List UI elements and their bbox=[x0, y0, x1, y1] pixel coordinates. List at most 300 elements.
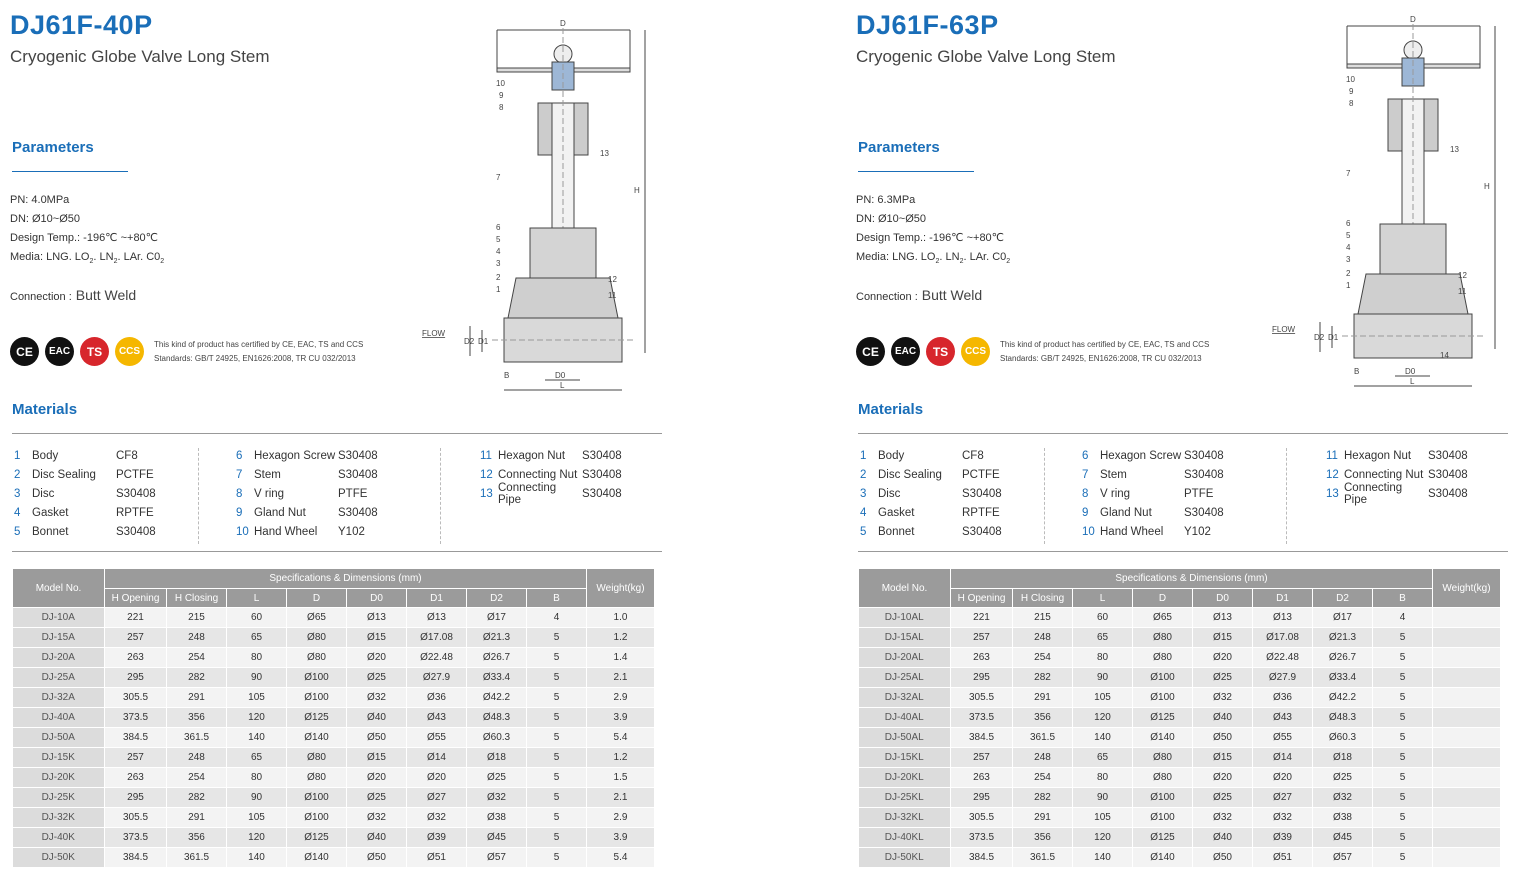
part-13-label: 13 bbox=[1450, 145, 1459, 154]
part-9-label: 9 bbox=[1349, 87, 1354, 96]
model-cell: DJ-20KL bbox=[859, 768, 951, 788]
table-cell: 80 bbox=[227, 768, 287, 788]
table-cell: Ø60.3 bbox=[1313, 728, 1373, 748]
table-cell: 305.5 bbox=[951, 808, 1013, 828]
model-cell: DJ-40A bbox=[13, 708, 105, 728]
table-cell: Ø32 bbox=[407, 808, 467, 828]
table-cell: Ø36 bbox=[1253, 688, 1313, 708]
material-value: S30408 bbox=[582, 468, 622, 481]
table-cell bbox=[1433, 688, 1501, 708]
material-part: Gland Nut bbox=[254, 506, 306, 519]
material-number: 4 bbox=[860, 506, 867, 519]
table-cell: Ø42.2 bbox=[467, 688, 527, 708]
table-cell: Ø80 bbox=[1133, 628, 1193, 648]
table-cell: 5 bbox=[1373, 688, 1433, 708]
table-cell: 65 bbox=[1073, 748, 1133, 768]
part-8-label: 8 bbox=[499, 103, 504, 112]
table-cell: 361.5 bbox=[1013, 728, 1073, 748]
table-cell: 5 bbox=[527, 788, 587, 808]
table-row bbox=[859, 668, 1501, 688]
table-cell: 373.5 bbox=[951, 828, 1013, 848]
dim-d-label: D bbox=[1410, 15, 1416, 24]
table-cell: Ø125 bbox=[1133, 828, 1193, 848]
material-row bbox=[14, 522, 186, 541]
table-row bbox=[13, 808, 655, 828]
table-cell: Ø20 bbox=[347, 768, 407, 788]
material-number: 8 bbox=[236, 487, 243, 500]
table-cell: 254 bbox=[167, 648, 227, 668]
part-11-label: 11 bbox=[608, 291, 617, 300]
table-cell: Ø22.48 bbox=[407, 648, 467, 668]
model-cell: DJ-32AL bbox=[859, 688, 951, 708]
table-cell: 90 bbox=[227, 668, 287, 688]
material-number: 6 bbox=[236, 449, 243, 462]
model-cell: DJ-10A bbox=[13, 608, 105, 628]
model-subtitle: Cryogenic Globe Valve Long Stem bbox=[856, 47, 1116, 66]
table-cell: 282 bbox=[167, 668, 227, 688]
part-3-label: 3 bbox=[496, 259, 501, 268]
table-cell: 5 bbox=[527, 628, 587, 648]
table-cell: Ø100 bbox=[1133, 688, 1193, 708]
table-cell: Ø26.7 bbox=[1313, 648, 1373, 668]
weight-header: Weight(kg) bbox=[1433, 569, 1501, 608]
table-cell: Ø40 bbox=[1193, 708, 1253, 728]
table-cell: Ø48.3 bbox=[467, 708, 527, 728]
table-cell: 373.5 bbox=[105, 708, 167, 728]
model-cell: DJ-32K bbox=[13, 808, 105, 828]
part-8-label: 8 bbox=[1349, 99, 1354, 108]
param-pn: PN: 4.0MPa bbox=[10, 194, 70, 206]
table-cell: Ø100 bbox=[1133, 808, 1193, 828]
materials-col-1 bbox=[14, 446, 186, 541]
table-cell: Ø13 bbox=[1253, 608, 1313, 628]
material-row bbox=[860, 522, 1032, 541]
model-title: DJ61F-40P bbox=[10, 10, 153, 40]
table-cell: Ø51 bbox=[407, 848, 467, 868]
material-row bbox=[236, 446, 408, 465]
material-value: S30408 bbox=[1184, 506, 1224, 519]
table-cell: 120 bbox=[227, 828, 287, 848]
table-cell: 5 bbox=[1373, 628, 1433, 648]
table-cell: 5 bbox=[1373, 788, 1433, 808]
table-cell bbox=[1433, 728, 1501, 748]
table-cell: Ø57 bbox=[1313, 848, 1373, 868]
table-cell: Ø17 bbox=[1313, 608, 1373, 628]
model-cell: DJ-20A bbox=[13, 648, 105, 668]
materials-col-1 bbox=[860, 446, 1032, 541]
materials-divider bbox=[1044, 448, 1045, 544]
table-cell: 5 bbox=[527, 808, 587, 828]
material-row bbox=[1082, 503, 1254, 522]
material-row bbox=[236, 503, 408, 522]
material-row bbox=[860, 465, 1032, 484]
dim-d1-label: D1 bbox=[478, 337, 489, 346]
spec-header: Specifications & Dimensions (mm) bbox=[105, 569, 587, 589]
table-cell: Ø25 bbox=[347, 788, 407, 808]
cert-line-1: This kind of product has certified by CE, EAC, TS and CCS bbox=[1000, 339, 1210, 349]
table-cell: 263 bbox=[951, 648, 1013, 668]
table-row bbox=[13, 708, 655, 728]
table-cell: Ø27 bbox=[1253, 788, 1313, 808]
material-number: 2 bbox=[860, 468, 867, 481]
table-cell: 1.0 bbox=[587, 608, 655, 628]
table-cell: Ø100 bbox=[287, 788, 347, 808]
table-cell: 361.5 bbox=[167, 848, 227, 868]
material-row bbox=[1326, 481, 1498, 506]
table-cell bbox=[1433, 648, 1501, 668]
material-part: Gasket bbox=[32, 506, 69, 519]
table-cell: 5 bbox=[527, 708, 587, 728]
table-cell: Ø17.08 bbox=[1253, 628, 1313, 648]
table-cell: 221 bbox=[105, 608, 167, 628]
part-2-label: 2 bbox=[496, 273, 501, 282]
table-cell: Ø15 bbox=[1193, 628, 1253, 648]
table-row bbox=[13, 728, 655, 748]
table-cell: 384.5 bbox=[951, 728, 1013, 748]
table-cell: 373.5 bbox=[105, 828, 167, 848]
material-number: 2 bbox=[14, 468, 21, 481]
table-cell bbox=[1433, 608, 1501, 628]
table-cell: 254 bbox=[1013, 768, 1073, 788]
part-4-label: 4 bbox=[496, 247, 501, 256]
ce-mark-icon: CE bbox=[856, 337, 885, 366]
table-cell: Ø32 bbox=[1313, 788, 1373, 808]
param-temp: Design Temp.: -196℃ ~+80℃ bbox=[10, 232, 159, 244]
part-6-label: 6 bbox=[496, 223, 501, 232]
material-value: S30408 bbox=[116, 487, 156, 500]
model-cell: DJ-40KL bbox=[859, 828, 951, 848]
dim-d2-label: D2 bbox=[464, 337, 475, 346]
table-cell: 140 bbox=[1073, 728, 1133, 748]
model-cell: DJ-32A bbox=[13, 688, 105, 708]
table-cell: Ø18 bbox=[467, 748, 527, 768]
table-cell: Ø27.9 bbox=[1253, 668, 1313, 688]
model-cell: DJ-25KL bbox=[859, 788, 951, 808]
material-part: Disc bbox=[878, 487, 901, 500]
connection-label: Connection : bbox=[856, 291, 918, 303]
material-value: PCTFE bbox=[962, 468, 1000, 481]
model-cell: DJ-10AL bbox=[859, 608, 951, 628]
materials-bottom-rule bbox=[12, 551, 662, 552]
table-cell: 5 bbox=[1373, 648, 1433, 668]
table-cell: 356 bbox=[1013, 708, 1073, 728]
part-14-label: 14 bbox=[1440, 351, 1449, 360]
material-part: Connecting Nut bbox=[498, 468, 578, 481]
table-cell: Ø17.08 bbox=[407, 628, 467, 648]
dim-d2-label: D2 bbox=[1314, 333, 1325, 342]
materials-bottom-rule bbox=[858, 551, 1508, 552]
model-cell: DJ-40AL bbox=[859, 708, 951, 728]
table-cell: Ø140 bbox=[1133, 848, 1193, 868]
cert-line-2: Standards: GB/T 24925, EN1626:2008, TR CU 032/2013 bbox=[1000, 353, 1202, 363]
table-cell: Ø43 bbox=[407, 708, 467, 728]
connection bbox=[10, 287, 136, 303]
material-value: PTFE bbox=[338, 487, 368, 500]
table-cell: 215 bbox=[1013, 608, 1073, 628]
model-cell: DJ-15AL bbox=[859, 628, 951, 648]
material-number: 11 bbox=[480, 449, 492, 462]
table-cell: Ø125 bbox=[1133, 708, 1193, 728]
model-cell: DJ-25A bbox=[13, 668, 105, 688]
table-row bbox=[859, 748, 1501, 768]
spec-column-header: H Opening bbox=[105, 589, 167, 608]
spec-column-header: L bbox=[227, 589, 287, 608]
table-cell: 5 bbox=[527, 768, 587, 788]
table-cell: Ø22.48 bbox=[1253, 648, 1313, 668]
table-cell: Ø45 bbox=[1313, 828, 1373, 848]
material-part: Stem bbox=[254, 468, 281, 481]
flow-label: FLOW bbox=[422, 329, 446, 338]
material-number: 11 bbox=[1326, 449, 1338, 462]
table-cell: Ø36 bbox=[407, 688, 467, 708]
table-cell: Ø125 bbox=[287, 828, 347, 848]
table-cell: Ø32 bbox=[1193, 688, 1253, 708]
material-row bbox=[1082, 465, 1254, 484]
table-cell: Ø43 bbox=[1253, 708, 1313, 728]
table-cell bbox=[1433, 668, 1501, 688]
spec-table bbox=[12, 568, 655, 868]
table-cell: Ø20 bbox=[1193, 768, 1253, 788]
table-cell: Ø21.3 bbox=[1313, 628, 1373, 648]
table-cell: 2.9 bbox=[587, 688, 655, 708]
spec-column-header: D bbox=[287, 589, 347, 608]
table-cell: 1.4 bbox=[587, 648, 655, 668]
table-row bbox=[13, 608, 655, 628]
table-cell bbox=[1433, 768, 1501, 788]
spec-column-header: D1 bbox=[1253, 589, 1313, 608]
material-part: Hand Wheel bbox=[1100, 525, 1164, 538]
materials-divider bbox=[1286, 448, 1287, 544]
table-cell: Ø33.4 bbox=[1313, 668, 1373, 688]
materials-divider bbox=[440, 448, 441, 544]
material-row bbox=[14, 484, 186, 503]
table-cell: Ø14 bbox=[1253, 748, 1313, 768]
table-cell: 120 bbox=[1073, 708, 1133, 728]
model-cell: DJ-50AL bbox=[859, 728, 951, 748]
part-1-label: 1 bbox=[1346, 281, 1351, 290]
table-cell: 105 bbox=[1073, 808, 1133, 828]
table-cell: 140 bbox=[1073, 848, 1133, 868]
table-cell: 248 bbox=[1013, 628, 1073, 648]
material-value: S30408 bbox=[1428, 468, 1468, 481]
table-cell: Ø100 bbox=[287, 688, 347, 708]
table-cell: Ø39 bbox=[1253, 828, 1313, 848]
spec-column-header: L bbox=[1073, 589, 1133, 608]
table-cell: 254 bbox=[1013, 648, 1073, 668]
material-row bbox=[860, 446, 1032, 465]
table-cell: Ø80 bbox=[287, 768, 347, 788]
materials-col-2 bbox=[1082, 446, 1254, 541]
table-cell: 248 bbox=[167, 628, 227, 648]
spec-table bbox=[858, 568, 1501, 868]
table-cell: 257 bbox=[105, 748, 167, 768]
table-cell: 295 bbox=[951, 668, 1013, 688]
materials-col-3 bbox=[1326, 446, 1498, 506]
table-cell: Ø42.2 bbox=[1313, 688, 1373, 708]
materials-col-2 bbox=[236, 446, 408, 541]
table-cell: Ø25 bbox=[347, 668, 407, 688]
material-number: 9 bbox=[1082, 506, 1089, 519]
material-value: CF8 bbox=[962, 449, 984, 462]
model-cell: DJ-25K bbox=[13, 788, 105, 808]
model-title: DJ61F-63P bbox=[856, 10, 999, 40]
model-no-header: Model No. bbox=[859, 569, 951, 608]
material-value: RPTFE bbox=[116, 506, 154, 519]
material-part: Hexagon Nut bbox=[1344, 449, 1412, 462]
dim-b-label: B bbox=[504, 371, 510, 380]
table-cell: 291 bbox=[1013, 688, 1073, 708]
table-cell: 248 bbox=[167, 748, 227, 768]
table-cell: 5 bbox=[527, 688, 587, 708]
material-value: S30408 bbox=[1428, 487, 1468, 500]
table-cell: 5 bbox=[1373, 828, 1433, 848]
material-value: S30408 bbox=[582, 487, 622, 500]
table-cell: Ø26.7 bbox=[467, 648, 527, 668]
material-value: S30408 bbox=[962, 487, 1002, 500]
table-cell: Ø32 bbox=[467, 788, 527, 808]
table-cell: 105 bbox=[1073, 688, 1133, 708]
material-row bbox=[1082, 522, 1254, 541]
material-value: PCTFE bbox=[116, 468, 154, 481]
table-cell: Ø50 bbox=[1193, 728, 1253, 748]
table-cell: Ø20 bbox=[407, 768, 467, 788]
table-cell: Ø40 bbox=[347, 828, 407, 848]
table-cell: Ø13 bbox=[1193, 608, 1253, 628]
table-cell: Ø18 bbox=[1313, 748, 1373, 768]
table-cell: Ø13 bbox=[347, 608, 407, 628]
table-cell: 60 bbox=[227, 608, 287, 628]
table-cell: 384.5 bbox=[105, 728, 167, 748]
model-cell: DJ-20AL bbox=[859, 648, 951, 668]
table-cell: Ø80 bbox=[1133, 768, 1193, 788]
table-cell: 1.2 bbox=[587, 748, 655, 768]
part-1-label: 1 bbox=[496, 285, 501, 294]
dim-l-label: L bbox=[1410, 377, 1415, 386]
table-row bbox=[13, 788, 655, 808]
table-cell: Ø80 bbox=[287, 648, 347, 668]
table-cell: Ø40 bbox=[347, 708, 407, 728]
table-cell: 5 bbox=[1373, 808, 1433, 828]
material-number: 1 bbox=[14, 449, 21, 462]
table-cell: 90 bbox=[1073, 668, 1133, 688]
dim-d0-label: D0 bbox=[555, 371, 566, 380]
table-cell: 248 bbox=[1013, 748, 1073, 768]
table-cell: Ø100 bbox=[287, 668, 347, 688]
table-cell: 3.9 bbox=[587, 828, 655, 848]
table-cell: Ø48.3 bbox=[1313, 708, 1373, 728]
table-cell: 257 bbox=[951, 748, 1013, 768]
table-cell: Ø100 bbox=[1133, 668, 1193, 688]
material-number: 9 bbox=[236, 506, 243, 519]
table-cell: 65 bbox=[227, 628, 287, 648]
table-cell: Ø20 bbox=[347, 648, 407, 668]
table-cell: 257 bbox=[951, 628, 1013, 648]
model-cell: DJ-50K bbox=[13, 848, 105, 868]
table-cell: 90 bbox=[227, 788, 287, 808]
material-value: Y102 bbox=[338, 525, 365, 538]
material-row bbox=[14, 446, 186, 465]
table-cell: Ø38 bbox=[1313, 808, 1373, 828]
material-number: 3 bbox=[860, 487, 867, 500]
part-5-label: 5 bbox=[1346, 231, 1351, 240]
table-cell: 5 bbox=[1373, 668, 1433, 688]
material-number: 8 bbox=[1082, 487, 1089, 500]
model-subtitle: Cryogenic Globe Valve Long Stem bbox=[10, 47, 270, 66]
table-cell: Ø27 bbox=[407, 788, 467, 808]
table-row bbox=[859, 768, 1501, 788]
table-cell: 257 bbox=[105, 628, 167, 648]
table-cell: Ø32 bbox=[1253, 808, 1313, 828]
table-row bbox=[13, 848, 655, 868]
table-cell: Ø15 bbox=[1193, 748, 1253, 768]
material-row bbox=[1326, 446, 1498, 465]
table-cell: 356 bbox=[1013, 828, 1073, 848]
panel-dj61f-63p bbox=[846, 0, 1517, 883]
table-cell: 215 bbox=[167, 608, 227, 628]
material-part: V ring bbox=[1100, 487, 1131, 500]
param-pn: PN: 6.3MPa bbox=[856, 194, 916, 206]
material-part: Connecting Nut bbox=[1344, 468, 1424, 481]
part-12-label: 12 bbox=[608, 275, 617, 284]
material-value: S30408 bbox=[1184, 449, 1224, 462]
dim-h-label: H bbox=[634, 186, 640, 195]
table-cell: Ø38 bbox=[467, 808, 527, 828]
table-cell: 2.9 bbox=[587, 808, 655, 828]
material-part: Connecting Pipe bbox=[1344, 481, 1403, 506]
table-cell: 5 bbox=[527, 668, 587, 688]
material-row bbox=[236, 522, 408, 541]
connection bbox=[856, 287, 982, 303]
table-row bbox=[13, 688, 655, 708]
table-cell bbox=[1433, 828, 1501, 848]
material-value: S30408 bbox=[338, 449, 378, 462]
table-cell: 90 bbox=[1073, 788, 1133, 808]
valve-drawing bbox=[420, 8, 660, 398]
part-10-label: 10 bbox=[496, 79, 505, 88]
table-row bbox=[13, 828, 655, 848]
spec-column-header: H Opening bbox=[951, 589, 1013, 608]
part-3-label: 3 bbox=[1346, 255, 1351, 264]
table-cell: Ø140 bbox=[287, 728, 347, 748]
table-row bbox=[859, 628, 1501, 648]
table-cell: 356 bbox=[167, 828, 227, 848]
table-row bbox=[859, 808, 1501, 828]
table-cell: 282 bbox=[167, 788, 227, 808]
table-cell: Ø25 bbox=[467, 768, 527, 788]
material-number: 10 bbox=[236, 525, 249, 538]
table-cell: 291 bbox=[167, 688, 227, 708]
table-cell: Ø32 bbox=[1193, 808, 1253, 828]
connection-value: Butt Weld bbox=[75, 287, 137, 303]
materials-top-rule bbox=[858, 433, 1508, 434]
table-cell: 80 bbox=[1073, 648, 1133, 668]
table-cell: 5 bbox=[1373, 728, 1433, 748]
model-cell: DJ-32KL bbox=[859, 808, 951, 828]
material-value: S30408 bbox=[338, 468, 378, 481]
dim-d-label: D bbox=[560, 19, 566, 28]
parameters-heading: Parameters bbox=[858, 139, 940, 156]
materials-heading: Materials bbox=[12, 401, 78, 418]
table-cell: 263 bbox=[951, 768, 1013, 788]
table-cell: Ø32 bbox=[347, 688, 407, 708]
table-cell: 3.9 bbox=[587, 708, 655, 728]
ts-mark-icon: TS bbox=[926, 337, 955, 366]
table-cell: Ø33.4 bbox=[467, 668, 527, 688]
table-cell: Ø13 bbox=[407, 608, 467, 628]
bonnet bbox=[1380, 224, 1446, 274]
table-cell: 60 bbox=[1073, 608, 1133, 628]
table-cell: Ø65 bbox=[287, 608, 347, 628]
